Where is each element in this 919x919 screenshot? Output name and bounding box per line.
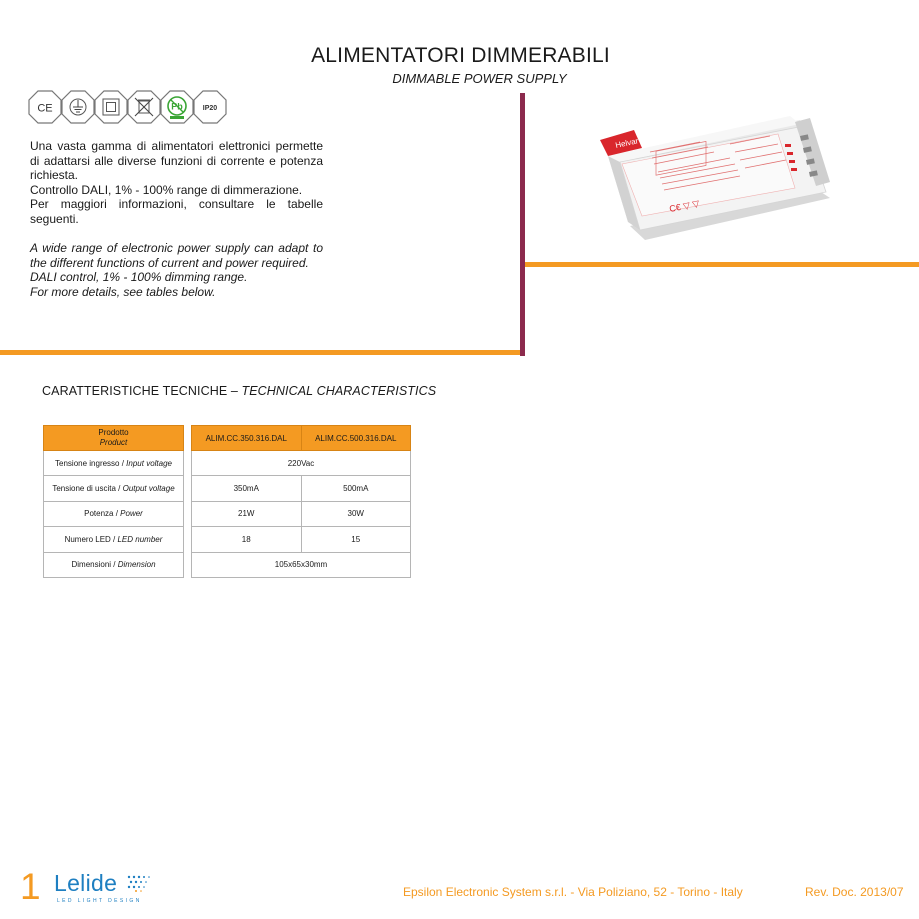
table-row: [44, 476, 184, 501]
description-en-line2: DALI control, 1% - 100% dimming range.: [30, 270, 248, 285]
description-it-line1: Una vasta gamma di alimentatori elettronici permette di adattarsi alle diverse funzioni di corrente e potenza richiesta.: [30, 139, 323, 183]
description-it-line2: Controllo DALI, 1% - 100% range di dimmerazione.: [30, 182, 303, 197]
model-header-cell: ALIM.CC.350.316.DAL: [192, 426, 302, 451]
lelide-logo: [54, 870, 154, 906]
product-header-it: Prodotto: [98, 428, 129, 437]
vertical-divider: [520, 93, 525, 356]
spec-labels-table: [43, 425, 184, 578]
page-number: 1: [20, 866, 41, 907]
double-insulation-icon: [94, 90, 128, 124]
subtitle-text: DIMMABLE POWER SUPPLY: [392, 71, 567, 86]
input-voltage-value: 220Vac: [192, 451, 411, 476]
svg-text:C€ ▽ ▽: C€ ▽ ▽: [668, 198, 701, 214]
row-label: Dimensioni / Dimension: [44, 552, 184, 577]
footer-address: Epsilon Electronic System s.r.l. - Via Poliziano, 52 - Torino - Italy: [403, 885, 743, 899]
spec-values-table: [191, 425, 411, 578]
model-header-cell: ALIM.CC.500.316.DAL: [301, 426, 411, 451]
weee-bin-icon: [127, 90, 161, 124]
product-image: [590, 100, 845, 260]
characteristics-title: [42, 384, 436, 398]
power-value: 21W: [192, 501, 302, 526]
characteristics-title-en: TECHNICAL CHARACTERISTICS: [241, 384, 437, 398]
row-label: Tensione di uscita / Output voltage: [44, 476, 184, 501]
description-it-line3: Per maggiori informazioni, consultare le tabelle seguenti.: [30, 197, 323, 226]
table-row: [44, 552, 184, 577]
description-en-line1: A wide range of electronic power supply can adapt to the different functions of current and power required.: [30, 241, 323, 270]
output-current-value: 500mA: [301, 476, 411, 501]
table-row: [192, 451, 411, 476]
power-value: 30W: [301, 501, 411, 526]
logo-subtitle: LED LIGHT DESIGN: [57, 898, 142, 904]
product-brand: Helvar: [614, 136, 640, 150]
table-row: [192, 527, 411, 552]
page-title: [0, 44, 919, 68]
certification-icons: [28, 90, 228, 124]
horizontal-divider-right: [525, 262, 919, 267]
table-header-row: [192, 426, 411, 451]
row-label: Potenza / Power: [44, 501, 184, 526]
ip-rating-icon: [193, 90, 227, 124]
title-text: ALIMENTATORI DIMMERABILI: [311, 44, 610, 67]
footer-revision: Rev. Doc. 2013/07: [805, 885, 904, 899]
dimension-value: 105x65x30mm: [192, 552, 411, 577]
horizontal-divider-left: [0, 350, 520, 355]
table-row: [44, 451, 184, 476]
description-en-line3: For more details, see tables below.: [30, 284, 216, 299]
logo-dots-icon: [126, 874, 152, 894]
ce-label: CE: [37, 102, 53, 115]
table-row: [44, 527, 184, 552]
page-subtitle: [0, 71, 919, 86]
table-header-row: [44, 426, 184, 451]
ce-mark-icon: [28, 90, 62, 124]
row-label: Tensione ingresso / Input voltage: [44, 451, 184, 476]
ground-symbol-icon: [61, 90, 95, 124]
table-row: [192, 552, 411, 577]
pb-free-icon: [160, 90, 194, 124]
product-description: [30, 139, 323, 300]
table-row: [44, 501, 184, 526]
led-number-value: 15: [301, 527, 411, 552]
table-row: [192, 476, 411, 501]
led-number-value: 18: [192, 527, 302, 552]
ip-label: IP20: [202, 105, 218, 112]
table-row: [192, 501, 411, 526]
product-header-cell: [44, 426, 184, 451]
output-current-value: 350mA: [192, 476, 302, 501]
product-header-en: Product: [99, 438, 128, 447]
row-label: Numero LED / LED number: [44, 527, 184, 552]
characteristics-title-it: CARATTERISTICHE TECNICHE –: [42, 384, 242, 398]
logo-text: Lelide: [54, 870, 118, 896]
pb-label: Pb: [171, 101, 183, 112]
